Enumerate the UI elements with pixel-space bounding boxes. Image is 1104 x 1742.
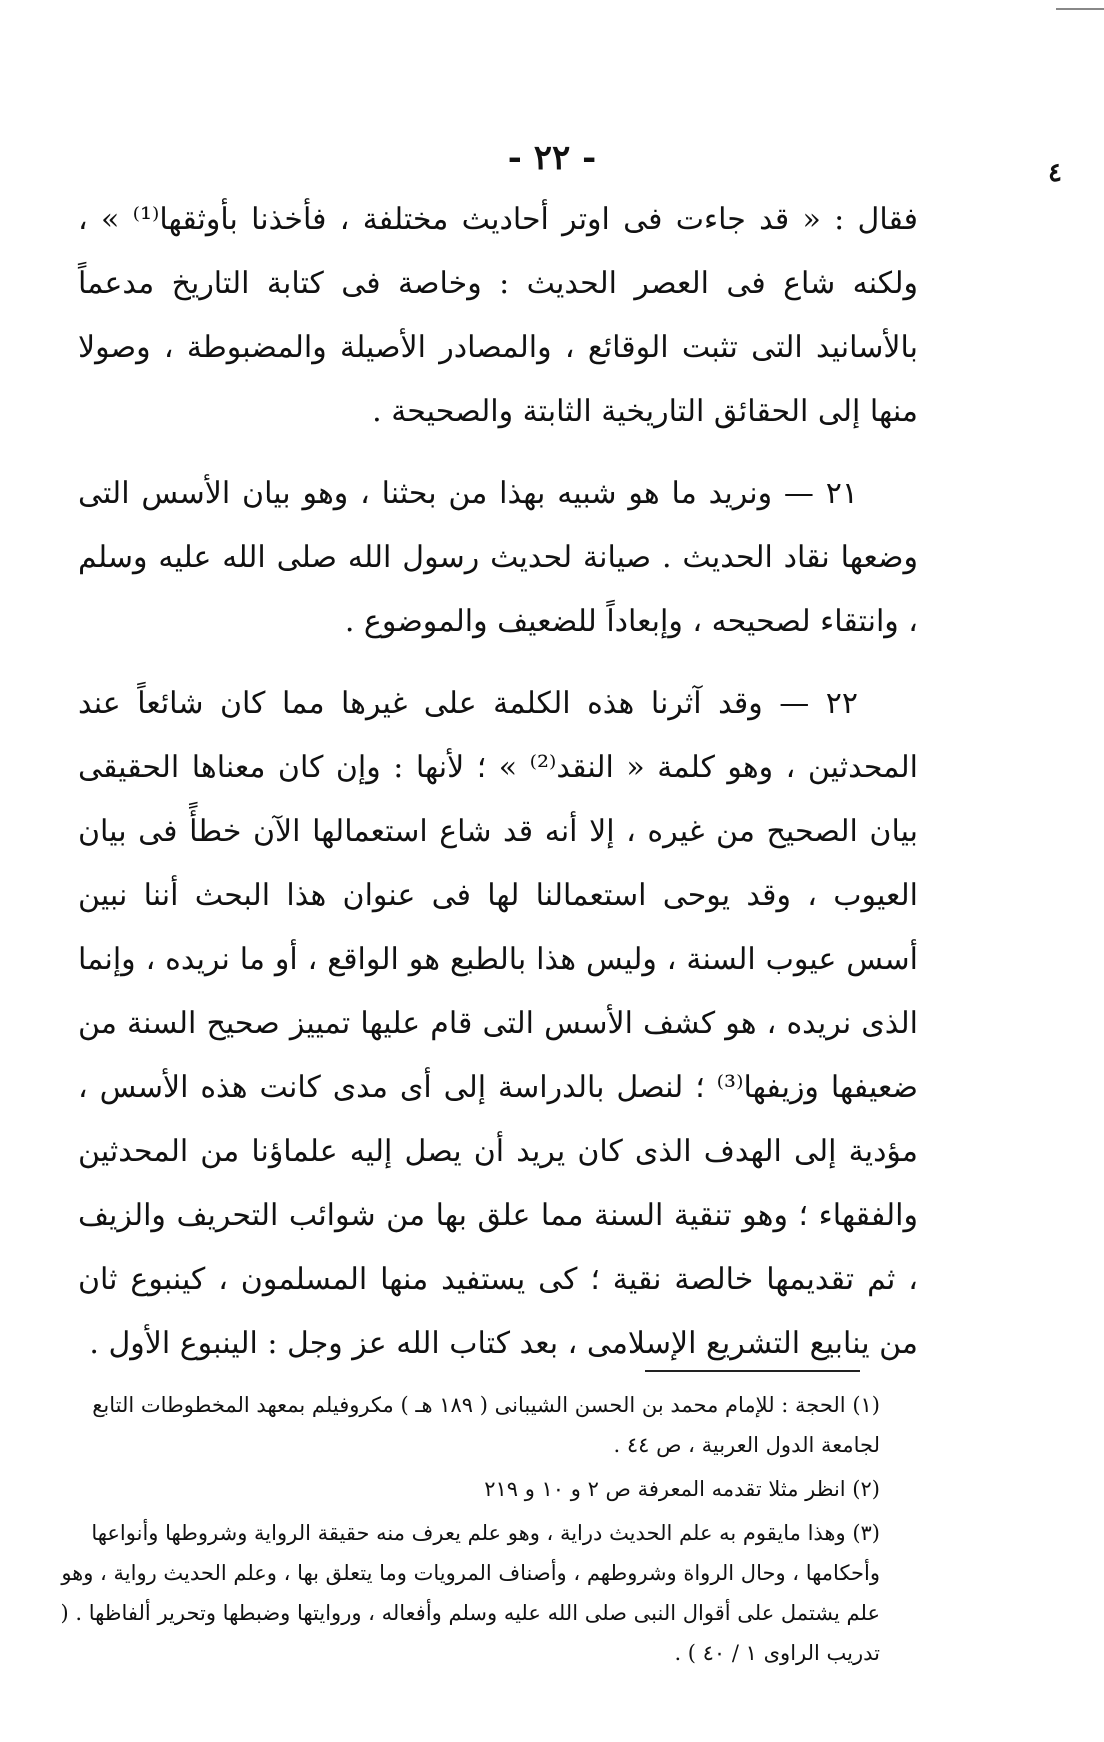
footnote-separator bbox=[645, 1370, 860, 1372]
footnote-3: (٣) وهذا مايقوم به علم الحديث دراية ، وهو علم يعرف منه حقيقة الرواية وشروطها وأنواعها وأحكامها ، وحال الرواة وشروطهم ، وأصناف المرويات وما يتعلق بها ، وعلم الحديث رواية ، وهو علم يشتمل على أقوال النبى صلى الله عليه وسلم وأفعاله ، وروايتها وضبطها وتحرير ألفاظها . ( تدريب الراوى ١ / ٤٠ ) . bbox=[60, 1521, 880, 1665]
footnotes bbox=[30, 1385, 880, 1677]
margin-mark: ٤ bbox=[1048, 158, 1062, 188]
paragraph-2: ٢١ — ونريد ما هو شبيه بهذا من بحثنا ، وهو بيان الأسس التى وضعها نقاد الحديث . صيانة لحديث رسول الله صلى الله عليه وسلم ، وانتقاء لصحيحه ، وإبعاداً للضعيف والموضوع . bbox=[78, 476, 918, 639]
paragraph-1: فقال : « قد جاءت فى اوتر أحاديث مختلفة ، فأخذنا بأوثقها⁽¹⁾ » ، ولكنه شاع فى العصر الحديث : وخاصة فى كتابة التاريخ مدعماً بالأسانيد التى تثبت الوقائع ، والمصادر الأصيلة والمضبوطة ، وصولا منها إلى الحقائق التاريخية الثابتة والصحيحة . bbox=[78, 202, 918, 429]
footnote-2: (٢) انظر مثلا تقدمه المعرفة ص ٢ و ١٠ و ٢١٩ bbox=[484, 1477, 880, 1501]
corner-rule bbox=[1056, 8, 1104, 10]
footnote-1: (١) الحجة : للإمام محمد بن الحسن الشيبانى ( ١٨٩ هـ ) مكروفيلم بمعهد المخطوطات التابع لجامعة الدول العربية ، ص ٤٤ . bbox=[92, 1393, 880, 1457]
main-text bbox=[78, 188, 918, 1394]
paragraph-3: ٢٢ — وقد آثرنا هذه الكلمة على غيرها مما كان شائعاً عند المحدثين ، وهو كلمة « النقد⁽²⁾ » ؛ لأنها : وإن كان معناها الحقيقى بيان الصحيح من غيره ، إلا أنه قد شاع استعمالها الآن خطأً فى بيان العيوب ، وقد يوحى استعمالنا لها فى عنوان هذا البحث أننا نبين أسس عيوب السنة ، وليس هذا بالطبع هو الواقع ، أو ما نريده ، وإنما الذى نريده ، هو كشف الأسس التى قام عليها تمييز صحيح السنة من ضعيفها وزيفها⁽³⁾ ؛ لنصل بالدراسة إلى أى مدى كانت هذه الأسس ، مؤدية إلى الهدف الذى كان يريد أن يصل إليه علماؤنا من المحدثين والفقهاء ؛ وهو تنقية السنة مما علق بها من شوائب التحريف والزيف ، ثم تقديمها خالصة نقية ؛ كى يستفيد منها المسلمون ، كينبوع ثان من ينابيع التشريع الإسلامى ، بعد كتاب الله عز وجل : الينبوع الأول . bbox=[78, 686, 918, 1361]
page-number: - ٢٢ - bbox=[507, 138, 597, 178]
